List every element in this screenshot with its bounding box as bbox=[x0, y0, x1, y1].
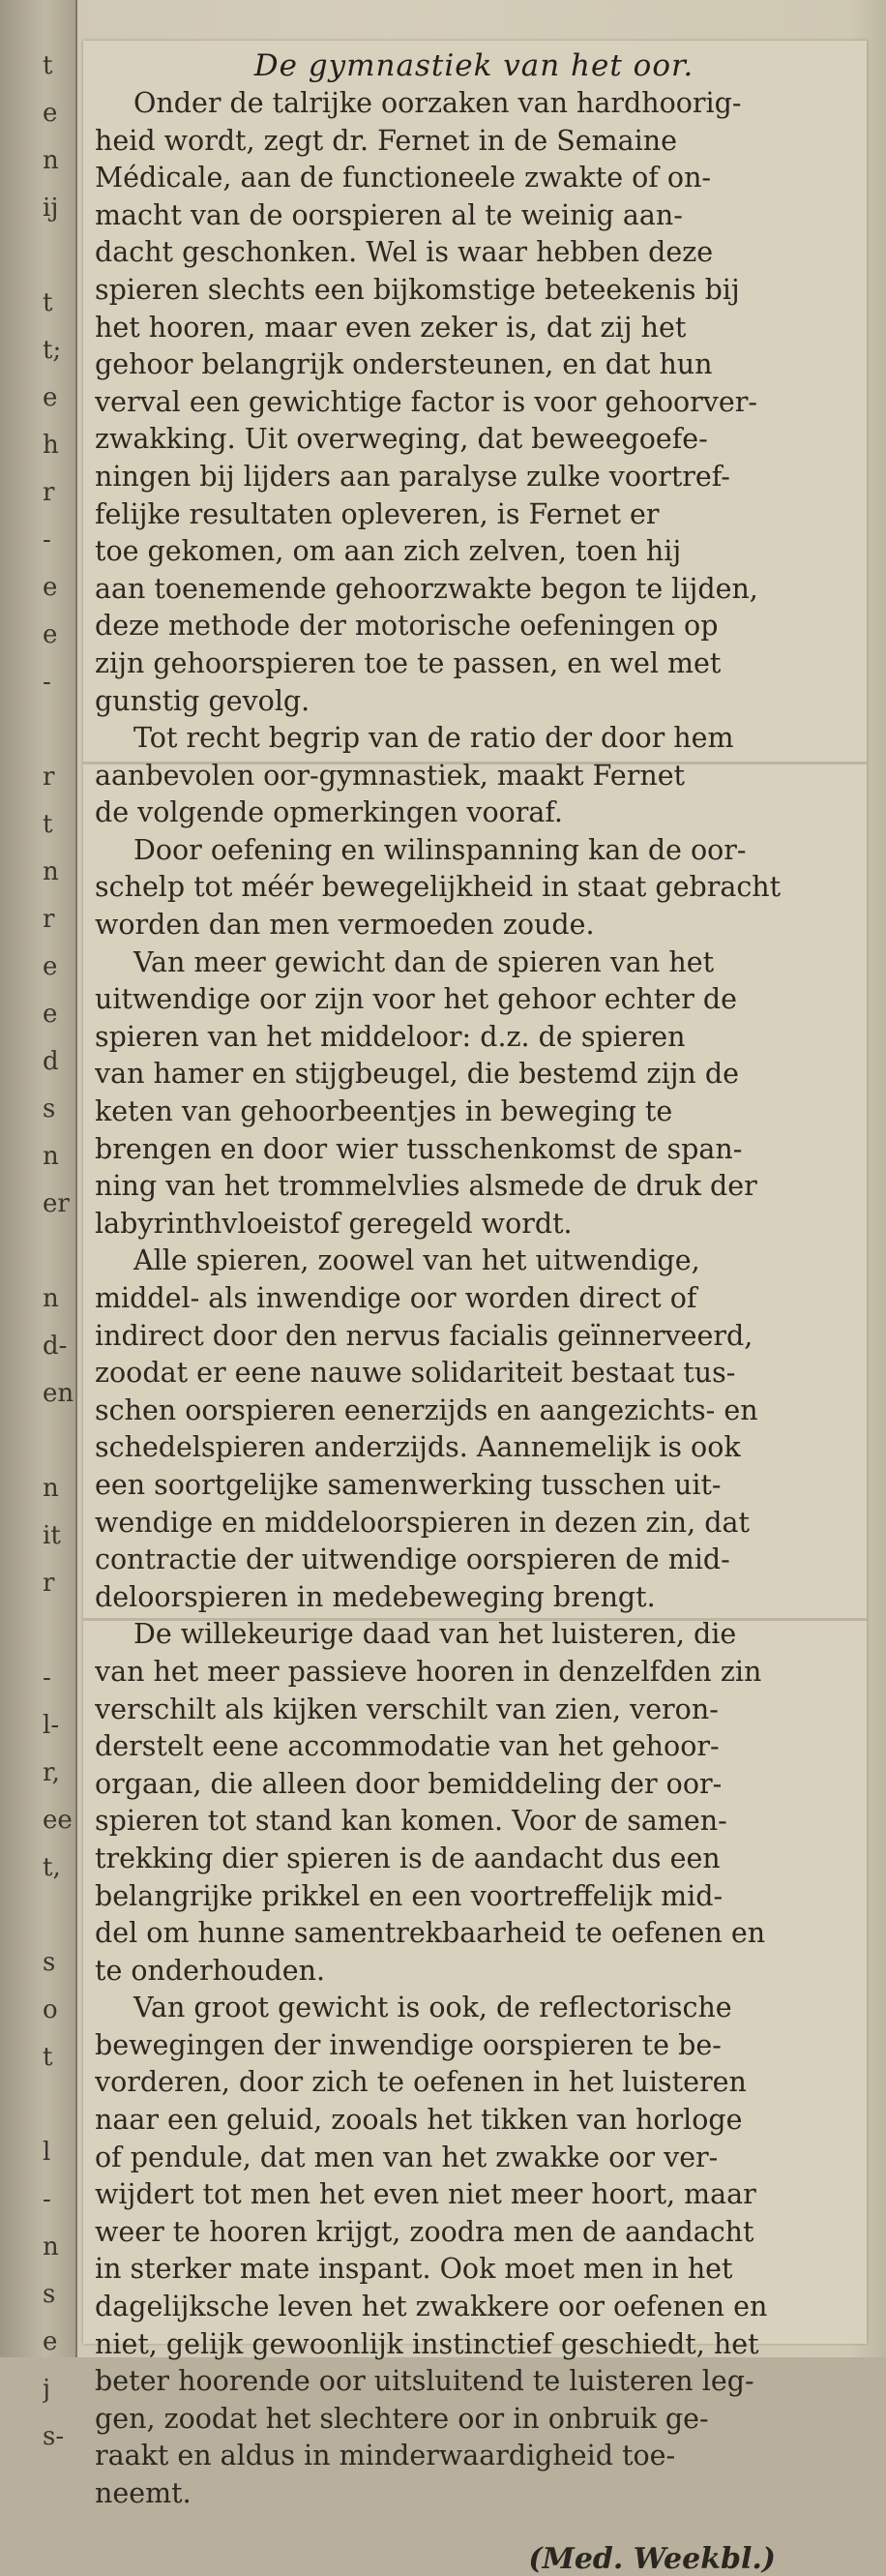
article-line: bewegingen der inwendige oorspieren te be- bbox=[95, 2028, 722, 2061]
margin-fragment: - bbox=[43, 2185, 51, 2214]
margin-fragment: l- bbox=[43, 1711, 60, 1740]
article-line: Alle spieren, zoowel van het uitwendige, bbox=[133, 1244, 700, 1277]
margin-fragment: h bbox=[43, 431, 59, 460]
article-line: Médicale, aan de functioneele zwakte of on- bbox=[95, 162, 712, 195]
margin-fragment: e bbox=[43, 1000, 58, 1029]
margin-fragment: t bbox=[43, 810, 53, 839]
article-line: gunstig gevolg. bbox=[95, 684, 310, 717]
margin-fragment: s bbox=[43, 2280, 56, 2309]
article-line: Onder de talrijke oorzaken van hardhoorig- bbox=[133, 87, 742, 119]
article-line: aanbevolen oor-gymnastiek, maakt Fernet bbox=[95, 759, 686, 792]
article-line: indirect door den nervus facialis geïnnerveerd, bbox=[95, 1319, 753, 1352]
margin-fragment: r bbox=[43, 1569, 55, 1598]
article-line: van het meer passieve hooren in denzelfden zin bbox=[95, 1655, 762, 1688]
article-line: middel- als inwendige oor worden direct of bbox=[95, 1282, 697, 1314]
article bbox=[83, 41, 867, 2576]
margin-fragment bbox=[43, 1607, 75, 1655]
article-title: De gymnastiek van het oor. bbox=[253, 48, 694, 83]
margin-fragment bbox=[43, 1892, 75, 1939]
margin-fragment: t bbox=[43, 288, 53, 317]
article-line: van hamer en stijgbeugel, die bestemd zijn de bbox=[95, 1058, 739, 1091]
article-line: ningen bij lijders aan paralyse zulke voortref- bbox=[95, 460, 730, 493]
article-line: spieren slechts een bijkomstige beteekenis bij bbox=[95, 273, 740, 306]
margin-fragment: d bbox=[43, 1047, 59, 1076]
margin-fragment: d- bbox=[43, 1332, 68, 1361]
article-line: uitwendige oor zijn voor het gehoor echter de bbox=[95, 983, 738, 1016]
margin-fragment: t bbox=[43, 51, 53, 80]
margin-fragment: - bbox=[43, 668, 51, 697]
margin-fragment: r, bbox=[43, 1758, 60, 1787]
article-line: vorderen, door zich te oefenen in het luisteren bbox=[95, 2066, 747, 2099]
margin-fragment: r bbox=[43, 478, 55, 507]
source-citation: (Med. Weekbl.) bbox=[528, 2541, 776, 2576]
margin-fragment: n bbox=[43, 857, 59, 886]
margin-fragment bbox=[43, 1228, 75, 1275]
article-line: de volgende opmerkingen vooraf. bbox=[95, 796, 563, 829]
article-body bbox=[95, 85, 853, 2513]
margin-fragment: n bbox=[43, 146, 59, 175]
article-line: schedelspieren anderzijds. Aannemelijk is ook bbox=[95, 1431, 741, 1464]
article-line: del om hunne samentrekbaarheid te oefenen en bbox=[95, 1917, 766, 1950]
margin-fragment: s bbox=[43, 1094, 56, 1123]
article-line: orgaan, die alleen door bemiddeling der oor- bbox=[95, 1767, 723, 1800]
margin-fragment: s- bbox=[43, 2422, 65, 2451]
article-line: neemt. bbox=[95, 2477, 192, 2509]
margin-fragment: j bbox=[43, 2375, 51, 2404]
article-line: spieren van het middeloor: d.z. de spieren bbox=[95, 1020, 686, 1053]
margin-fragment bbox=[43, 232, 75, 280]
article-line: te onderhouden. bbox=[95, 1954, 326, 1987]
newspaper-clipping bbox=[83, 41, 867, 2576]
article-line: Door oefening en wilinspanning kan de oor- bbox=[133, 833, 747, 866]
article-line: Tot recht begrip van de ratio der door hem bbox=[133, 722, 734, 755]
article-line: heid wordt, zegt dr. Fernet in de Semaine bbox=[95, 124, 678, 157]
article-line: Van groot gewicht is ook, de reflectorische bbox=[133, 1992, 732, 2024]
margin-fragment: t bbox=[43, 2043, 53, 2072]
margin-fragment: e bbox=[43, 952, 58, 981]
article-line: contractie der uitwendige oorspieren de mid- bbox=[95, 1543, 730, 1576]
adjacent-column-strip bbox=[0, 0, 77, 2451]
article-line: worden dan men vermoeden zoude. bbox=[95, 909, 595, 942]
article-line: schen oorspieren eenerzijds en aangezichts- en bbox=[95, 1393, 758, 1426]
article-line: of pendule, dat men van het zwakke oor ver- bbox=[95, 2141, 719, 2173]
margin-fragment: er bbox=[43, 1189, 70, 1218]
article-line: zoodat er eene nauwe solidariteit bestaat tus- bbox=[95, 1357, 736, 1390]
article-line: een soortgelijke samenwerking tusschen uit- bbox=[95, 1468, 722, 1501]
article-line: trekking dier spieren is de aandacht dus een bbox=[95, 1842, 721, 1874]
article-line: gehoor belangrijk ondersteunen, en dat hun bbox=[95, 348, 713, 381]
article-line: dacht geschonken. Wel is waar hebben deze bbox=[95, 236, 714, 269]
article-line: beter hoorende oor uitsluitend te luisteren leg- bbox=[95, 2365, 754, 2398]
article-line: zijn gehoorspieren toe te passen, en wel met bbox=[95, 646, 722, 679]
margin-fragment bbox=[43, 706, 75, 754]
article-line: niet, gelijk gewoonlijk instinctief geschiedt, het bbox=[95, 2327, 759, 2360]
margin-fragment: l bbox=[43, 2138, 51, 2167]
margin-fragment: e bbox=[43, 2327, 58, 2356]
margin-fragment: s bbox=[43, 1948, 56, 1977]
margin-fragment: - bbox=[43, 525, 51, 554]
article-line: macht van de oorspieren al te weinig aan- bbox=[95, 198, 683, 231]
article-line: gen, zoodat het slechtere oor in onbruik ge- bbox=[95, 2402, 709, 2435]
article-line: deze methode der motorische oefeningen op bbox=[95, 610, 719, 643]
margin-fragment: e bbox=[43, 620, 58, 649]
article-line: ning van het trommelvlies alsmede de druk der bbox=[95, 1170, 757, 1203]
margin-fragment: e bbox=[43, 383, 58, 412]
margin-fragment bbox=[43, 2082, 75, 2129]
margin-fragment: n bbox=[43, 2232, 59, 2261]
article-line: wendige en middeloorspieren in dezen zin, dat bbox=[95, 1506, 750, 1539]
margin-fragment: t, bbox=[43, 1853, 61, 1882]
article-line: brengen en door wier tusschenkomst de span- bbox=[95, 1132, 743, 1165]
article-line: schelp tot méér bewegelijkheid in staat gebracht bbox=[95, 871, 782, 904]
margin-fragment: t; bbox=[43, 336, 62, 365]
adjacent-column-fragments bbox=[43, 43, 75, 2461]
article-line: aan toenemende gehoorzwakte begon te lijden, bbox=[95, 572, 758, 605]
article-line: Van meer gewicht dan de spieren van het bbox=[133, 945, 715, 978]
article-line: zwakking. Uit overweging, dat beweegoefe- bbox=[95, 423, 708, 456]
article-line: raakt en aldus in minderwaardigheid toe- bbox=[95, 2440, 676, 2472]
article-line: deloorspieren in medebeweging brengt. bbox=[95, 1580, 656, 1613]
article-line: felijke resultaten opleveren, is Fernet er bbox=[95, 497, 660, 530]
margin-fragment: it bbox=[43, 1521, 61, 1550]
margin-fragment: ee bbox=[43, 1806, 73, 1835]
article-line: weer te hooren krijgt, zoodra men de aandacht bbox=[95, 2215, 754, 2248]
margin-fragment: - bbox=[43, 1663, 51, 1692]
article-line: verschilt als kijken verschilt van zien, veron- bbox=[95, 1692, 719, 1725]
article-line: wijdert tot men het even niet meer hoort, maar bbox=[95, 2178, 756, 2211]
article-line: keten van gehoorbeentjes in beweging te bbox=[95, 1095, 673, 1128]
article-line: toe gekomen, om aan zich zelven, toen hij bbox=[95, 535, 682, 568]
article-line: belangrijke prikkel en een voortreffelijk mid- bbox=[95, 1879, 724, 1912]
article-line: naar een geluid, zooals het tikken van horloge bbox=[95, 2104, 743, 2137]
margin-fragment: en bbox=[43, 1379, 74, 1408]
article-line: derstelt eene accommodatie van het gehoor- bbox=[95, 1730, 720, 1763]
article-line: het hooren, maar even zeker is, dat zij het bbox=[95, 311, 687, 344]
article-line: De willekeurige daad van het luisteren, die bbox=[133, 1618, 737, 1651]
article-line: labyrinthvloeistof geregeld wordt. bbox=[95, 1207, 573, 1240]
margin-fragment: n bbox=[43, 1284, 59, 1313]
margin-fragment: r bbox=[43, 763, 55, 792]
article-line: spieren tot stand kan komen. Voor de samen- bbox=[95, 1805, 727, 1838]
margin-fragment: o bbox=[43, 1995, 58, 2024]
article-line: dagelijksche leven het zwakkere oor oefenen en bbox=[95, 2291, 768, 2323]
margin-fragment: n bbox=[43, 1142, 59, 1171]
margin-fragment: ij bbox=[43, 194, 59, 223]
article-line: verval een gewichtige factor is voor gehoorver- bbox=[95, 385, 758, 418]
margin-fragment: e bbox=[43, 99, 58, 128]
margin-fragment: e bbox=[43, 573, 58, 602]
article-line: in sterker mate inspant. Ook moet men in het bbox=[95, 2253, 733, 2286]
margin-fragment: n bbox=[43, 1474, 59, 1503]
margin-fragment bbox=[43, 1418, 75, 1465]
margin-fragment: r bbox=[43, 905, 55, 934]
